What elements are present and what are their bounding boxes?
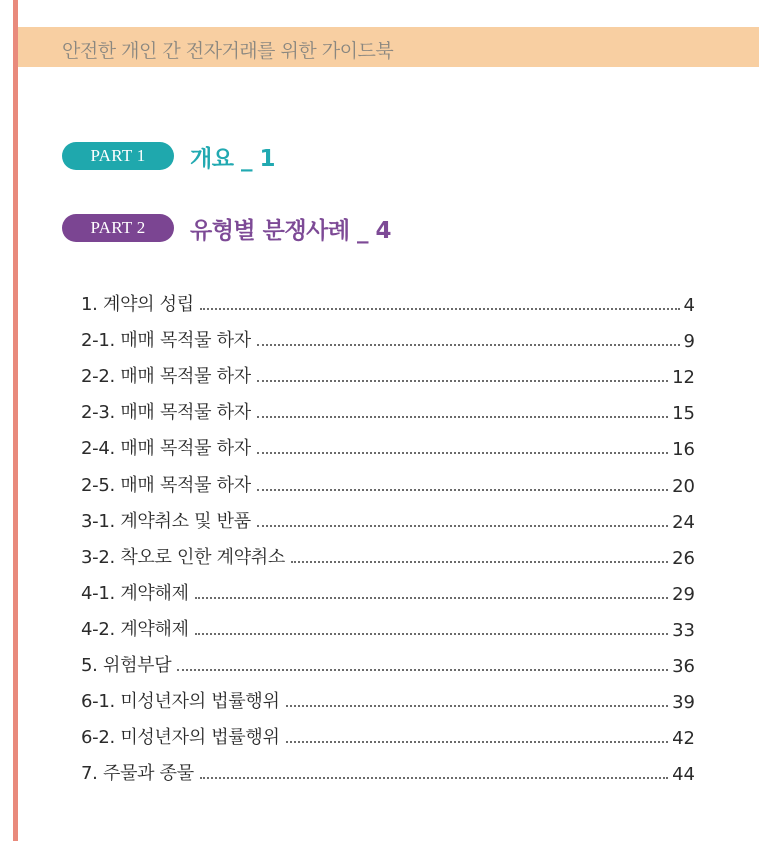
toc-entry[interactable] xyxy=(81,497,695,533)
toc-leader-dots xyxy=(257,452,668,454)
toc-entry-page: 33 xyxy=(672,619,695,641)
toc-entry[interactable] xyxy=(81,352,695,388)
left-accent-rule xyxy=(13,0,18,841)
toc-entry-page: 42 xyxy=(672,728,695,750)
toc-entry-label: 5. 위험부담 xyxy=(81,655,172,677)
toc-entry-label: 3-1. 계약취소 및 반품 xyxy=(81,510,251,532)
toc-entry[interactable] xyxy=(81,316,695,352)
toc-entry-page: 29 xyxy=(672,583,695,605)
part-2-title: 유형별 분쟁사례 _ 4 xyxy=(190,217,392,244)
toc-entry-label: 4-2. 계약해제 xyxy=(81,618,189,640)
header-title: 안전한 개인 간 전자거래를 위한 가이드북 xyxy=(62,40,394,62)
part-2-badge: PART 2 xyxy=(62,214,174,242)
toc-entry-page: 24 xyxy=(672,511,695,533)
toc-leader-dots xyxy=(257,344,680,346)
toc-leader-dots xyxy=(286,705,669,707)
toc-entry-page: 12 xyxy=(672,367,695,389)
table-of-contents xyxy=(81,280,695,785)
toc-entry-label: 3-2. 착오로 인한 계약취소 xyxy=(81,546,285,568)
toc-entry-label: 4-1. 계약해제 xyxy=(81,582,189,604)
toc-entry-page: 4 xyxy=(683,295,695,317)
toc-entry[interactable] xyxy=(81,280,695,316)
toc-entry-label: 7. 주물과 종물 xyxy=(81,763,194,785)
toc-entry-label: 2-5. 매매 목적물 하자 xyxy=(81,474,251,496)
toc-leader-dots xyxy=(257,380,668,382)
toc-entry-page: 20 xyxy=(672,475,695,497)
toc-entry[interactable] xyxy=(81,605,695,641)
toc-entry-page: 26 xyxy=(672,547,695,569)
toc-entry[interactable] xyxy=(81,641,695,677)
toc-leader-dots xyxy=(257,416,668,418)
toc-entry-page: 44 xyxy=(672,764,695,786)
toc-leader-dots xyxy=(286,741,669,743)
header-band xyxy=(18,27,759,67)
toc-entry[interactable] xyxy=(81,677,695,713)
toc-entry-label: 2-2. 매매 목적물 하자 xyxy=(81,366,251,388)
toc-entry-label: 6-2. 미성년자의 법률행위 xyxy=(81,727,280,749)
toc-leader-dots xyxy=(177,669,668,671)
toc-entry-page: 36 xyxy=(672,656,695,678)
toc-entry-page: 9 xyxy=(683,331,695,353)
toc-entry[interactable] xyxy=(81,533,695,569)
part-2-heading[interactable] xyxy=(62,213,391,243)
toc-entry[interactable] xyxy=(81,424,695,460)
toc-entry[interactable] xyxy=(81,569,695,605)
toc-leader-dots xyxy=(195,597,668,599)
toc-entry[interactable] xyxy=(81,460,695,496)
toc-leader-dots xyxy=(257,525,668,527)
toc-leader-dots xyxy=(195,633,668,635)
toc-entry-page: 39 xyxy=(672,692,695,714)
toc-entry-label: 2-1. 매매 목적물 하자 xyxy=(81,330,251,352)
part-1-badge: PART 1 xyxy=(62,142,174,170)
toc-entry-page: 15 xyxy=(672,403,695,425)
toc-leader-dots xyxy=(291,561,668,563)
toc-leader-dots xyxy=(257,489,668,491)
toc-entry-label: 1. 계약의 성립 xyxy=(81,294,194,316)
toc-entry-page: 16 xyxy=(672,439,695,461)
toc-leader-dots xyxy=(200,777,668,779)
toc-entry[interactable] xyxy=(81,713,695,749)
toc-entry[interactable] xyxy=(81,388,695,424)
toc-entry[interactable] xyxy=(81,749,695,785)
part-1-heading[interactable] xyxy=(62,141,275,171)
toc-leader-dots xyxy=(200,308,680,310)
toc-entry-label: 2-3. 매매 목적물 하자 xyxy=(81,402,251,424)
part-1-title: 개요 _ 1 xyxy=(190,145,275,172)
toc-entry-label: 6-1. 미성년자의 법률행위 xyxy=(81,691,280,713)
toc-entry-label: 2-4. 매매 목적물 하자 xyxy=(81,438,251,460)
